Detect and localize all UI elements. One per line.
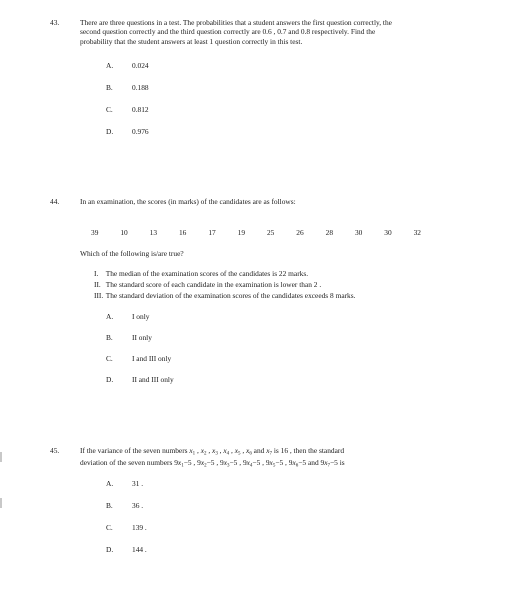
option-label: D. [106, 375, 114, 384]
subscript: 3 [227, 463, 230, 469]
constant: −5 [298, 457, 307, 467]
variable: x [246, 457, 250, 467]
option-b[interactable] [106, 501, 143, 510]
option-d[interactable] [106, 375, 174, 384]
statement-numeral: II. [94, 280, 101, 289]
variable: x [200, 446, 204, 455]
question-line: second question correctly and the third question correctly are 0.6 , 0.7 and 0.8 respectively. Find the [80, 27, 376, 37]
coefficient: 9 [288, 457, 293, 467]
constant: −5 [206, 457, 215, 467]
coefficient: 9 [197, 457, 201, 467]
question-phrase: is [339, 457, 345, 467]
option-value: 0.812 [132, 105, 149, 114]
score-value: 13 [149, 228, 158, 237]
option-label: D. [106, 127, 114, 136]
option-value: 31 . [132, 479, 144, 488]
question-phrase: deviation of the seven numbers [80, 457, 173, 467]
option-c[interactable] [106, 523, 147, 532]
score-value: 32 [413, 228, 421, 237]
subscript: 4 [249, 463, 253, 469]
constant: −5 [229, 457, 238, 467]
variable: x [200, 457, 205, 467]
question-phrase: If the variance of the seven numbers [80, 446, 188, 455]
statement-numeral: III. [94, 291, 104, 300]
option-value: 0.188 [132, 83, 149, 92]
score-value: 17 [208, 228, 216, 237]
option-label: B. [106, 83, 113, 92]
score-value: 10 [120, 228, 128, 237]
statement-2 [94, 280, 321, 289]
option-d[interactable] [106, 127, 149, 136]
scan-mark [0, 498, 2, 508]
coefficient: 9 [174, 457, 178, 467]
option-c[interactable] [106, 354, 171, 363]
subscript: 6 [295, 463, 299, 469]
question-text [80, 18, 460, 46]
score-value: 28 [325, 228, 334, 237]
question-line: There are three questions in a test. The probabilities that a student answers the first question correctly, the [80, 18, 392, 27]
variable: x [234, 446, 238, 455]
constant: −5 [252, 457, 261, 467]
statement-text: The standard score of each candidate in the examination is lower than 2 . [105, 280, 322, 289]
coefficient: 9 [320, 457, 325, 467]
subscript: 7 [327, 463, 330, 469]
option-value: I and III only [132, 354, 172, 363]
variable: x [212, 446, 216, 455]
option-label: A. [106, 312, 114, 321]
subscript: 2 [204, 463, 207, 469]
variable: x [292, 457, 296, 467]
question-line: deviation of the seven numbers $9x_1-5$ , $9x_2-5$ , $9x_3-5$ , $9x_4-5$ , $9x_5-5$ , $9x_6-5$ and $9x_7-5$ is [80, 457, 345, 469]
option-a[interactable] [106, 61, 149, 70]
option-value: 139 . [132, 523, 147, 532]
option-label: A. [106, 479, 114, 488]
subscript: 4 [226, 451, 230, 457]
variable: x [324, 457, 328, 467]
question-number: 45. [50, 446, 60, 455]
variable: x [246, 446, 250, 455]
score-value: 30 [354, 228, 363, 237]
subscript: 1 [181, 463, 184, 469]
option-value: II and III only [132, 375, 174, 384]
question-text [80, 446, 480, 470]
variable: x [223, 446, 227, 455]
constant: −5 [275, 457, 284, 467]
subscript: 5 [237, 451, 241, 457]
scan-mark [0, 452, 2, 462]
statement-text: The standard deviation of the examination scores of the candidates exceeds 8 marks. [105, 291, 356, 300]
score-value: 19 [237, 228, 246, 237]
score-list [91, 228, 421, 237]
question-phrase: and [307, 457, 319, 467]
option-value: 144 . [132, 545, 147, 554]
option-label: B. [106, 333, 113, 342]
coefficient: 9 [220, 457, 224, 467]
option-a[interactable] [106, 312, 149, 321]
question-text: In an examination, the scores (in marks) of the candidates are as follows: [80, 197, 296, 206]
option-value: II only [132, 333, 152, 342]
statement-text: The median of the examination scores of the candidates is 22 marks. [105, 269, 309, 278]
question-number: 43. [50, 18, 60, 27]
statement-numeral: I. [94, 269, 99, 278]
option-label: C. [106, 523, 113, 532]
option-label: C. [106, 354, 113, 363]
option-c[interactable] [106, 105, 149, 114]
option-label: A. [106, 61, 114, 70]
question-line: If the variance of the seven numbers $x_1$ , $x_2$ , $x_3$ , $x_4$ , $x_5$ , $x_6$ and $x_7$ is 16 , then the standard [80, 446, 345, 457]
variable: x [223, 457, 228, 467]
question-phrase: is 16 , then the standard [273, 446, 345, 455]
question-phrase: and [253, 446, 265, 455]
score-value: 26 [296, 228, 304, 237]
subscript: 2 [204, 451, 207, 457]
subscript: 6 [249, 451, 252, 457]
coefficient: 9 [242, 457, 247, 467]
option-value: I only [132, 312, 150, 321]
subscript: 5 [272, 463, 276, 469]
question-line: probability that the student answers at least 1 question correctly in this test. [80, 36, 303, 46]
statement-1 [94, 269, 308, 278]
question-number: 44. [50, 197, 60, 206]
question-prompt: Which of the following is/are true? [80, 249, 184, 258]
statement-3 [94, 291, 355, 300]
subscript: 3 [215, 451, 218, 457]
variable: x [189, 446, 193, 455]
subscript: 1 [192, 451, 196, 457]
option-value: 0.976 [132, 127, 149, 136]
constant: −5 [329, 457, 338, 467]
option-d[interactable] [106, 545, 147, 554]
constant: −5 [183, 457, 192, 467]
variable: x [269, 457, 273, 467]
option-label: D. [106, 545, 114, 554]
option-a[interactable] [106, 479, 143, 488]
option-value: 0.024 [132, 61, 149, 70]
score-value: 39 [91, 228, 99, 237]
option-value: 36 . [132, 501, 144, 510]
variable: x [266, 446, 270, 455]
score-value: 25 [266, 228, 275, 237]
coefficient: 9 [265, 457, 270, 467]
option-b[interactable] [106, 83, 149, 92]
option-label: B. [106, 501, 113, 510]
score-value: 30 [384, 228, 392, 237]
option-label: C. [106, 105, 113, 114]
variable: x [177, 457, 182, 467]
subscript: 7 [269, 451, 272, 457]
option-b[interactable] [106, 333, 152, 342]
score-value: 16 [178, 228, 187, 237]
